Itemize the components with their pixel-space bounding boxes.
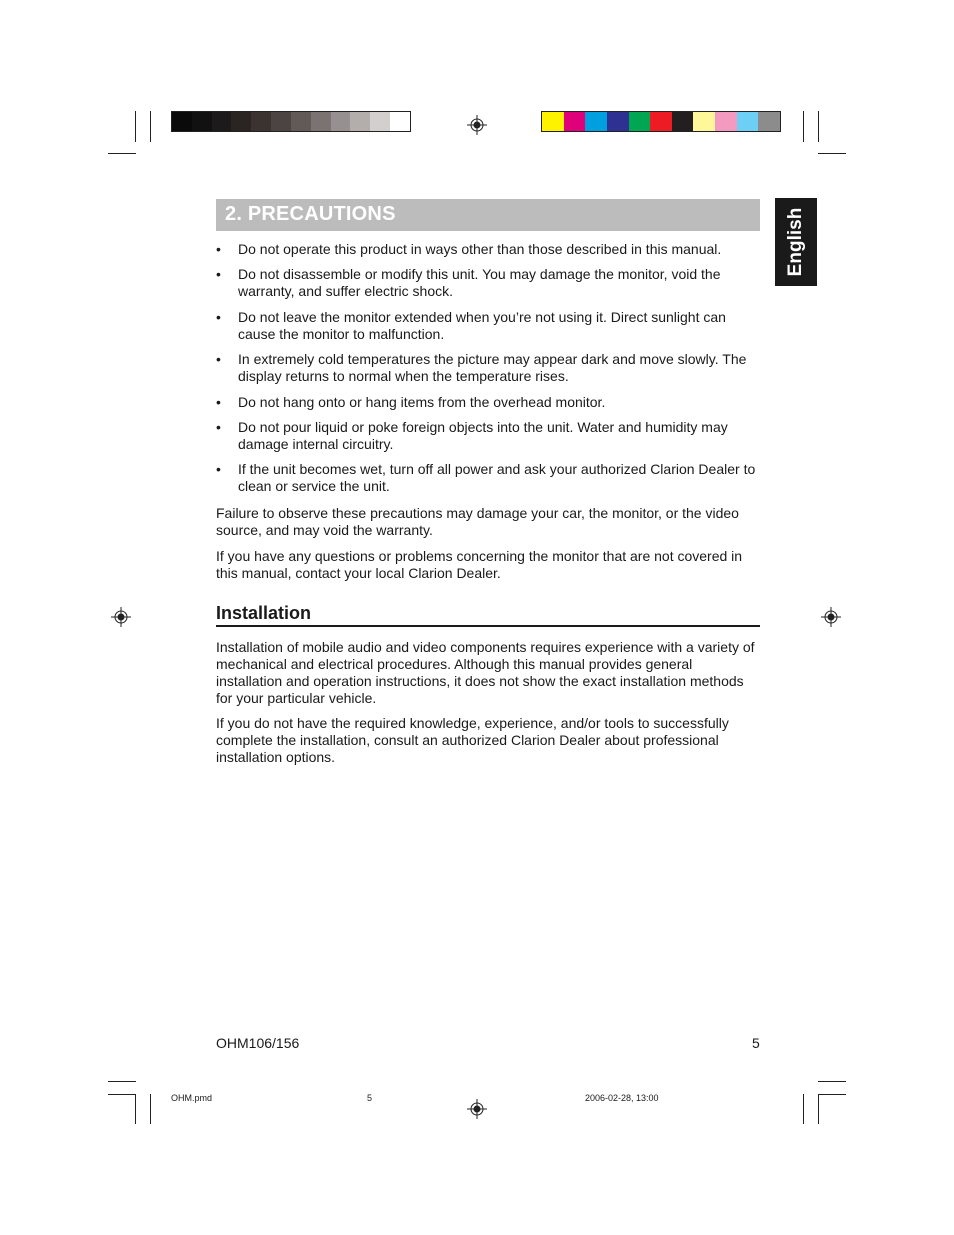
contact-paragraph: If you have any questions or problems concerning the monitor that are not covered in this manual, contact your local Clarion Dealer. — [216, 548, 743, 581]
list-item — [216, 351, 762, 385]
list-item-text: Do not disassemble or modify this unit. You may damage the monitor, void the warranty, and suffer electric shock. — [238, 266, 721, 300]
list-item-text: Do not hang onto or hang items from the overhead monitor. — [238, 393, 606, 410]
crop-mark — [818, 1081, 846, 1082]
bullet-icon: • — [216, 418, 221, 435]
list-item — [216, 309, 762, 343]
list-item-text: Do not leave the monitor extended when you’re not using it. Direct sunlight can cause the monitor to malfunction. — [238, 308, 726, 342]
bullet-icon: • — [216, 461, 221, 478]
footer-model-number: OHM106/156 — [216, 1035, 300, 1051]
color-swatch — [350, 112, 370, 131]
color-swatch — [650, 112, 672, 131]
crop-mark — [108, 1094, 136, 1095]
process-color-bar — [541, 111, 781, 132]
language-tab — [775, 198, 817, 286]
precautions-list — [216, 241, 762, 504]
crop-mark — [803, 1094, 804, 1124]
installation-heading: Installation — [216, 602, 760, 627]
color-swatch — [607, 112, 629, 131]
installation-paragraph: If you do not have the required knowledge, experience, and/or tools to successfully complete the installation, consult an authorized Clarion Dealer about professional installation options. — [216, 715, 729, 765]
crop-mark — [803, 111, 804, 142]
crop-mark — [818, 111, 819, 142]
color-swatch — [370, 112, 390, 131]
list-item-text: Do not operate this product in ways other than those described in this manual. — [238, 241, 722, 257]
registration-mark-icon — [467, 1099, 487, 1119]
language-tab-label: English — [785, 207, 806, 277]
crop-mark — [150, 1094, 151, 1124]
crop-mark — [150, 111, 151, 142]
color-swatch — [311, 112, 331, 131]
color-swatch — [390, 112, 410, 131]
registration-mark-icon — [821, 607, 841, 627]
slug-filename: OHM.pmd — [171, 1093, 213, 1103]
color-swatch — [331, 112, 351, 131]
color-swatch — [212, 112, 232, 131]
crop-mark — [108, 153, 136, 154]
grayscale-color-bar — [171, 111, 411, 132]
color-swatch — [715, 112, 737, 131]
slug-timestamp: 2006-02-28, 13:00 — [585, 1093, 659, 1103]
bullet-icon: • — [216, 308, 221, 325]
registration-mark-icon — [467, 115, 487, 135]
crop-mark — [135, 1094, 136, 1124]
color-swatch — [758, 112, 780, 131]
crop-mark — [108, 1081, 136, 1082]
color-swatch — [542, 112, 564, 131]
color-swatch — [564, 112, 586, 131]
crop-mark — [818, 1094, 846, 1095]
crop-mark — [818, 153, 846, 154]
section-title: 2. PRECAUTIONS — [225, 203, 396, 225]
color-swatch — [172, 112, 192, 131]
list-item — [216, 394, 762, 411]
list-item — [216, 461, 762, 495]
color-swatch — [737, 112, 759, 131]
color-swatch — [251, 112, 271, 131]
list-item-text: If the unit becomes wet, turn off all power and ask your authorized Clarion Dealer to clean or service the unit. — [238, 461, 756, 495]
bullet-icon: • — [216, 241, 221, 257]
bullet-icon: • — [216, 393, 221, 410]
color-swatch — [192, 112, 212, 131]
color-swatch — [672, 112, 694, 131]
bullet-icon: • — [216, 351, 221, 368]
color-swatch — [585, 112, 607, 131]
crop-mark — [818, 1094, 819, 1124]
crop-mark — [135, 111, 136, 142]
color-swatch — [291, 112, 311, 131]
list-item-text: In extremely cold temperatures the picture may appear dark and move slowly. The display returns to normal when the temperature rises. — [238, 351, 747, 385]
color-swatch — [629, 112, 651, 131]
color-swatch — [271, 112, 291, 131]
list-item — [216, 266, 762, 300]
slug-page: 5 — [367, 1093, 373, 1103]
registration-mark-icon — [111, 607, 131, 627]
footer-page-number: 5 — [752, 1035, 760, 1051]
bullet-icon: • — [216, 266, 221, 283]
section-banner — [216, 199, 760, 231]
list-item-text: Do not pour liquid or poke foreign objects into the unit. Water and humidity may damage internal circuitry. — [238, 418, 728, 452]
warning-paragraph: Failure to observe these precautions may damage your car, the monitor, or the video source, and may void the warranty. — [216, 505, 739, 538]
installation-paragraph: Installation of mobile audio and video components requires experience with a variety of mechanical and electrical procedures. Although this manual provides general installation and operation instructions, it does not show the exact installation methods for your particular vehicle. — [216, 639, 755, 706]
color-swatch — [231, 112, 251, 131]
list-item — [216, 241, 762, 258]
color-swatch — [693, 112, 715, 131]
list-item — [216, 419, 762, 453]
